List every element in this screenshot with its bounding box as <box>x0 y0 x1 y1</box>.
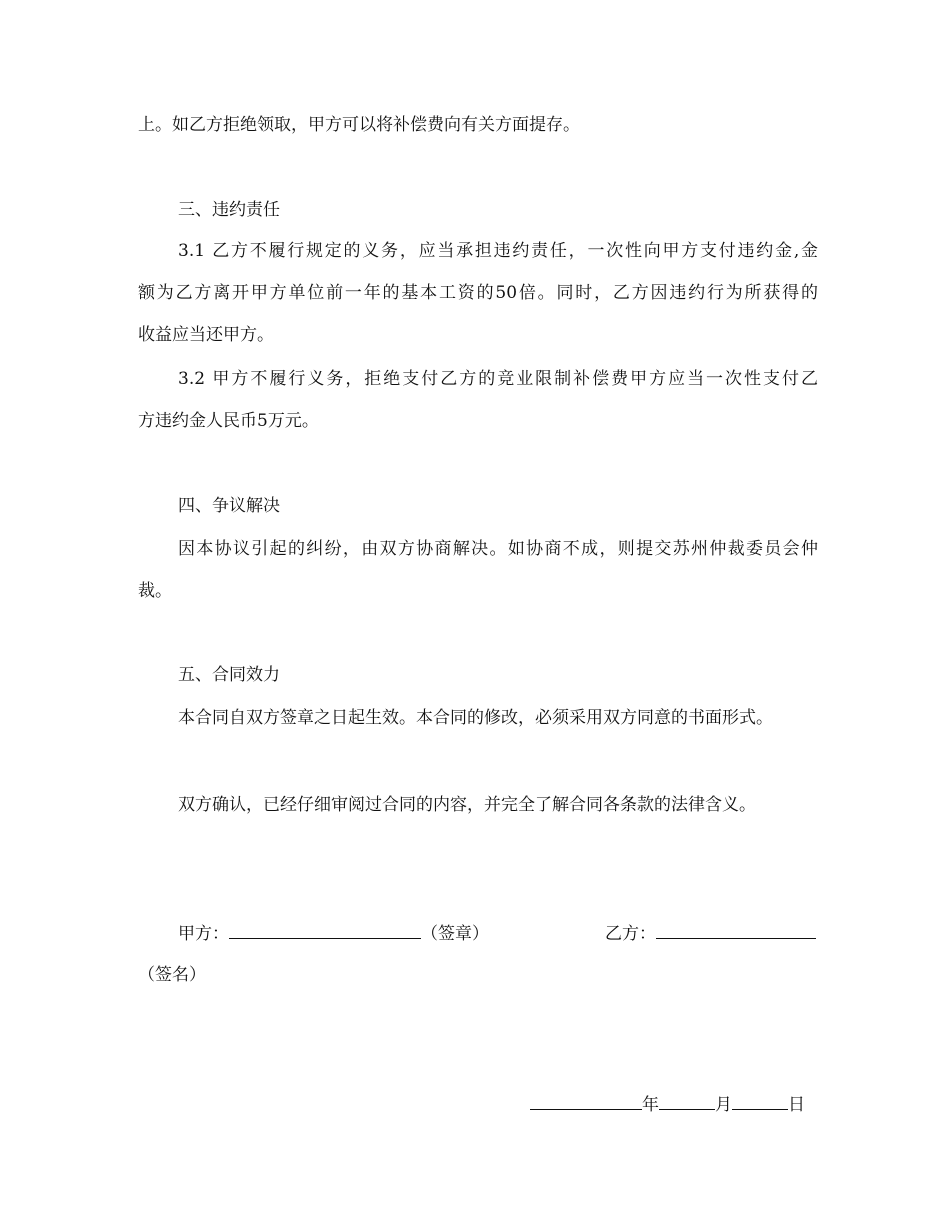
day-blank[interactable] <box>732 1091 788 1110</box>
paragraph-line: 3.2 甲方不履行义务，拒绝支付乙方的竞业限制补偿费甲方应当一次性支付乙 <box>178 369 818 389</box>
party-b-label: 乙方： <box>605 924 656 944</box>
date-row <box>530 1091 805 1117</box>
party-b-signature-line[interactable] <box>656 920 816 939</box>
year-blank[interactable] <box>530 1091 642 1110</box>
section-heading-validity: 五、合同效力 <box>178 665 280 685</box>
party-a-label: 甲方： <box>178 924 229 944</box>
section-heading-dispute: 四、争议解决 <box>178 496 280 516</box>
party-a-signature-line[interactable] <box>229 920 421 939</box>
paragraph-line: 本合同自双方签章之日起生效。本合同的修改，必须采用双方同意的书面形式。 <box>178 708 773 728</box>
paragraph-line: 裁。 <box>138 581 172 601</box>
party-a-signature <box>178 920 489 946</box>
paragraph-line: 3.1 乙方不履行规定的义务，应当承担违约责任，一次性向甲方支付违约金,金 <box>178 241 818 261</box>
paragraph-line: 上。如乙方拒绝领取，甲方可以将补偿费向有关方面提存。 <box>138 115 580 135</box>
paragraph-line: 方违约金人民币5万元。 <box>138 411 319 431</box>
party-b-sign-label: （签名） <box>138 965 206 985</box>
paragraph-line: 收益应当还甲方。 <box>138 325 274 345</box>
paragraph-line: 因本协议引起的纠纷，由双方协商解决。如协商不成，则提交苏州仲裁委员会仲 <box>178 539 818 559</box>
party-b-signature <box>605 920 816 946</box>
section-heading-breach: 三、违约责任 <box>178 200 280 220</box>
confirmation-statement: 双方确认，已经仔细审阅过合同的内容，并完全了解合同各条款的法律含义。 <box>178 795 756 815</box>
party-a-seal-label: （签章） <box>421 924 489 944</box>
day-label: 日 <box>788 1095 805 1115</box>
year-label: 年 <box>642 1095 659 1115</box>
paragraph-line: 额为乙方离开甲方单位前一年的基本工资的50倍。同时，乙方因违约行为所获得的 <box>138 283 818 303</box>
month-label: 月 <box>715 1095 732 1115</box>
month-blank[interactable] <box>659 1091 715 1110</box>
